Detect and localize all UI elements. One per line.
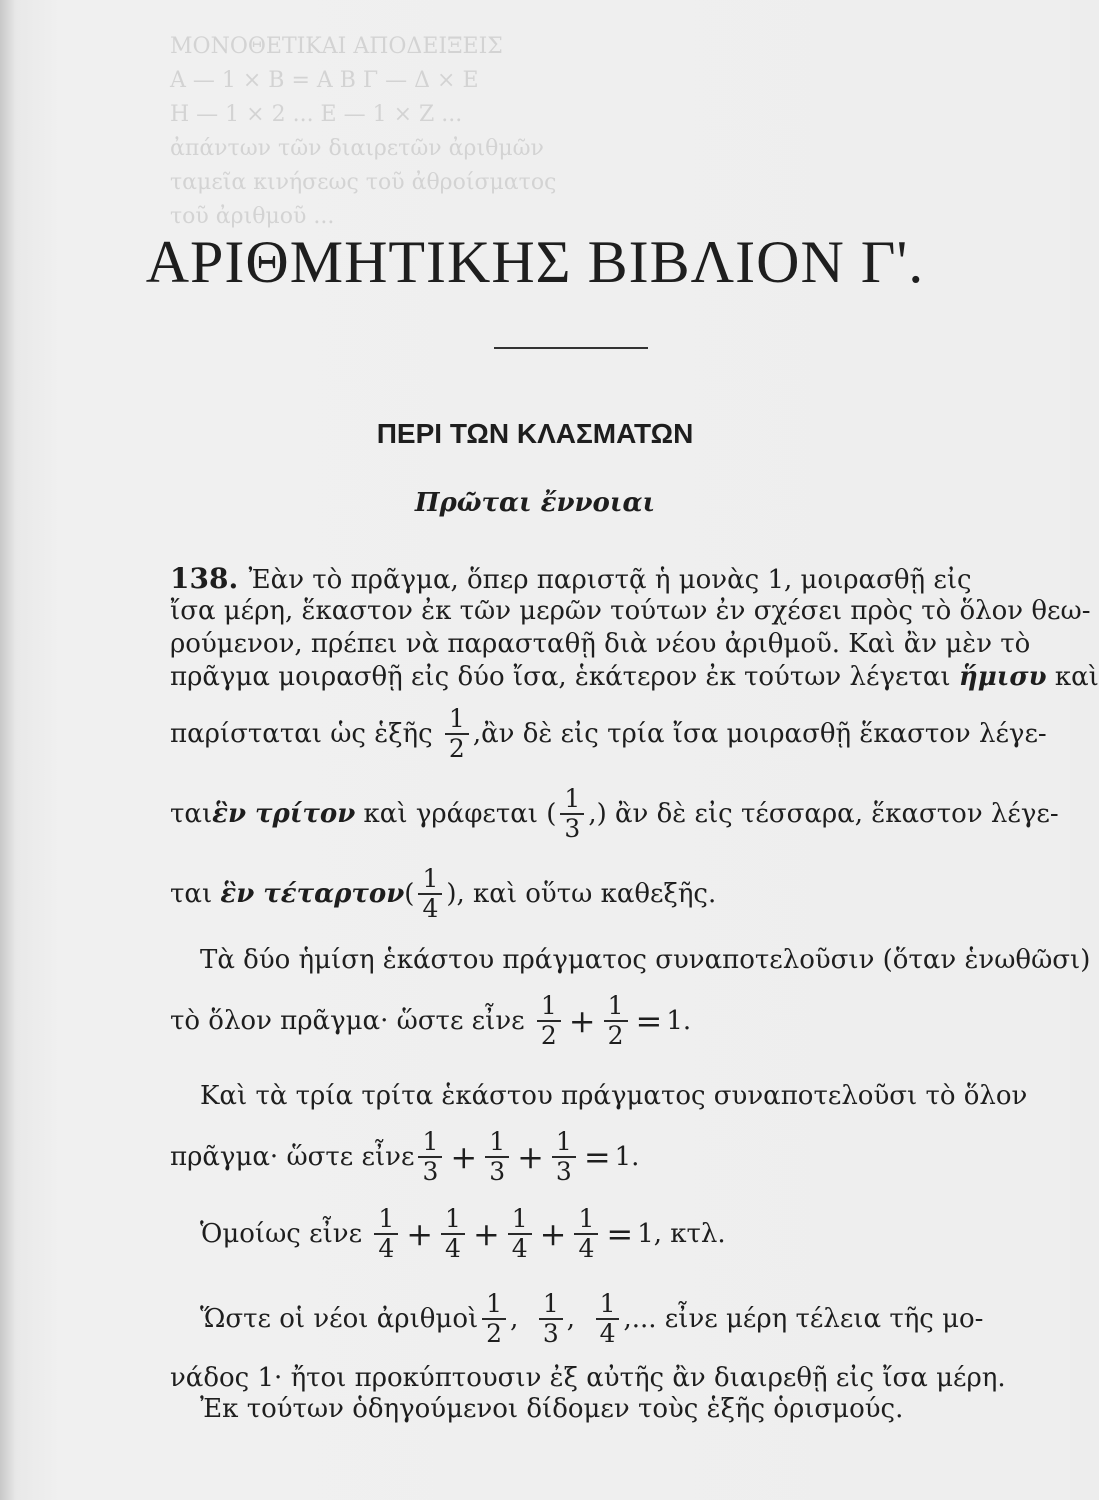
fraction-list-quarter: $\frac{1}{4}$ [596, 1290, 620, 1348]
thirds-line-1: Καὶ τὰ τρία τρίτα ἑκάστου πράγματος συναποτελοῦσι τὸ ὅλον [200, 1081, 1028, 1111]
fraction-list-half: $\frac{1}{2}$ [482, 1290, 506, 1348]
fraction-one-quarter: $\frac{1}{4}$ [418, 865, 442, 923]
fraction-list-third: $\frac{1}{3}$ [539, 1290, 563, 1348]
para-line-1: 138. Ἐὰν τὸ πρᾶγμα, ὅπερ παριστᾷ ἡ μονὰς 1, μοιρασθῇ εἰς [170, 562, 972, 595]
conclusion-line-3: Ἐκ τούτων ὁδηγούμενοι δίδομεν τοὺς ἑξῆς ὁρισμούς. [200, 1394, 904, 1424]
para-line-6: ταιἓν τρίτον καὶ γράφεται ( $\frac{1}{3}$ ,) ἂν δὲ εἰς τέσσαρα, ἕκαστον λέγε- [170, 784, 1059, 843]
fraction-half-b: $\frac{1}{2}$ [604, 992, 628, 1050]
conclusion-line-1: Ὥστε οἱ νέοι ἀριθμοὶ $\frac{1}{2}$ , $\frac{1}{3}$ , $\frac{1}{4}$ ,... εἶνε μέρη τέλεια τῆς μο- [200, 1289, 984, 1348]
conclusion-line-2: νάδος 1· ἤτοι προκύπτουσιν ἐξ αὐτῆς ἂν διαιρεθῇ εἰς ἴσα μέρη. [170, 1363, 1006, 1393]
halves-equation: τὸ ὅλον πρᾶγμα· ὥστε εἶνε $\frac{1}{2}$ + $\frac{1}{2}$ = 1. [170, 991, 692, 1050]
bleed-through-text: ΜΟΝΟΘΕΤΙΚΑΙ ΑΠΟΔΕΙΞΕΙΣ Α — 1 × Β = Α Β Γ — Δ × Ε Η — 1 × 2 ... Ε — 1 × Ζ ... ἀπάντων τῶν διαιρετῶν ἀριθμῶν ταμεῖα κινήσεως τοῦ ἀθροίσματος τοῦ ἀριθμοῦ ... [170, 34, 557, 229]
para-line-2: ἴσα μέρη, ἕκαστον ἐκ τῶν μερῶν τούτων ἐν σχέσει πρὸς τὸ ὅλον θεω- [170, 596, 1091, 626]
para-line-7: ται ἓν τέταρτον( $\frac{1}{4}$ ), καὶ οὕτω καθεξῆς. [170, 864, 717, 923]
thirds-equation: πρᾶγμα· ὥστε εἶνε $\frac{1}{3}$ + $\frac{1}{3}$ + $\frac{1}{3}$ = 1. [170, 1127, 640, 1186]
para-line-4: πρᾶγμα μοιρασθῇ εἰς δύο ἴσα, ἑκάτερον ἐκ τούτων λέγεται ἥμισυ καὶ [170, 662, 1099, 692]
book-title: ΑΡΙΘΜΗΤΙΚΗΣ ΒΙΒΛΙΟΝ Γ'. [145, 229, 925, 295]
fraction-quarter-a: $\frac{1}{4}$ [374, 1205, 398, 1263]
fraction-third-b: $\frac{1}{3}$ [485, 1128, 509, 1186]
para-line-3: ρούμενον, πρέπει νὰ παρασταθῇ διὰ νέου ἀριθμοῦ. Καὶ ἂν μὲν τὸ [170, 629, 1031, 659]
paragraph-number: 138. [170, 562, 239, 595]
title-divider [494, 347, 648, 349]
fraction-third-c: $\frac{1}{3}$ [552, 1128, 576, 1186]
fraction-quarter-d: $\frac{1}{4}$ [574, 1205, 598, 1263]
fraction-third-a: $\frac{1}{3}$ [418, 1128, 442, 1186]
fraction-one-third: $\frac{1}{3}$ [560, 785, 584, 843]
quarters-equation: Ὁμοίως εἶνε $\frac{1}{4}$ + $\frac{1}{4}$ + $\frac{1}{4}$ + $\frac{1}{4}$ = 1, κτλ. [200, 1204, 726, 1263]
para-line-5: παρίσταται ὡς ἑξῆς $\frac{1}{2}$ ,ἂν δὲ εἰς τρία ἴσα μοιρασθῇ ἕκαστον λέγε- [170, 704, 1047, 763]
fraction-quarter-b: $\frac{1}{4}$ [441, 1205, 465, 1263]
fraction-half-a: $\frac{1}{2}$ [537, 992, 561, 1050]
section-title: ΠΕΡΙ ΤΩΝ ΚΛΑΣΜΑΤΩΝ [376, 418, 694, 449]
fraction-quarter-c: $\frac{1}{4}$ [508, 1205, 532, 1263]
page-spine-shadow [0, 0, 14, 1500]
halves-line-1: Τὰ δύο ἡμίση ἑκάστου πράγματος συναποτελοῦσιν (ὅταν ἑνωθῶσι) [200, 945, 1091, 975]
subsection-title: Πρῶται ἔννοιαι [414, 488, 656, 518]
fraction-one-half: $\frac{1}{2}$ [445, 705, 469, 763]
